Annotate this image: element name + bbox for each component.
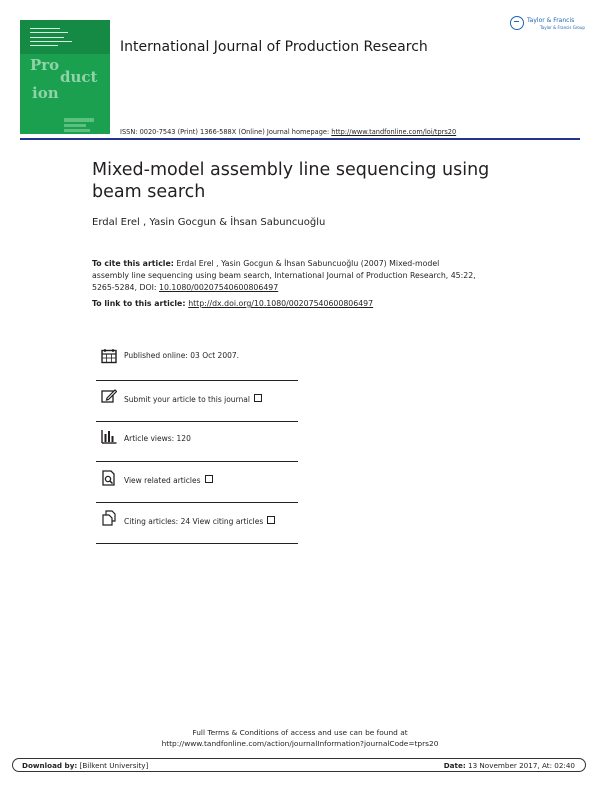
downloaded-by-value: [Bilkent University] (77, 761, 149, 770)
issn-text: ISSN: 0020-7543 (Print) 1366-588X (Online) Journal homepage: (120, 128, 332, 136)
article-title-line-2: beam search (92, 182, 206, 202)
article-link[interactable]: http://dx.doi.org/10.1080/00207540600806497 (188, 299, 374, 308)
external-link-icon (254, 394, 262, 402)
citing-documents-icon (101, 510, 117, 526)
citing-row[interactable] (96, 505, 298, 545)
cite-text-3: 5265-5284, DOI: (92, 283, 160, 292)
row-divider (96, 461, 298, 462)
row-divider (96, 543, 298, 544)
citing-articles-label: Citing articles: 24 View citing articles (124, 517, 264, 526)
published-row (96, 342, 298, 382)
published-date: Published online: 03 Oct 2007. (124, 351, 240, 360)
external-link-icon (205, 475, 213, 483)
article-title-line-1: Mixed-model assembly line sequencing using (92, 160, 490, 180)
related-articles-label: View related articles (124, 476, 201, 485)
cover-lettering-2: duct (60, 68, 98, 86)
submit-row[interactable] (96, 383, 298, 423)
cite-text-1: Erdal Erel , Yasin Gocgun & İhsan Sabuncuoğlu (2007) Mixed-model (173, 259, 440, 268)
row-divider (96, 421, 298, 422)
issn-line (120, 128, 456, 136)
publisher-logo (510, 16, 585, 34)
citation-block (92, 258, 492, 294)
authors: Erdal Erel , Yasin Gocgun & İhsan Sabuncuoğlu (92, 217, 326, 228)
row-divider (96, 502, 298, 503)
submit-article-link[interactable] (124, 394, 262, 404)
row-divider (96, 380, 298, 381)
external-link-icon (267, 516, 275, 524)
submit-article-label: Submit your article to this journal (124, 395, 250, 404)
downloaded-by (22, 761, 148, 770)
cite-label: To cite this article: (92, 259, 174, 268)
bar-chart-icon (101, 428, 117, 444)
journal-title[interactable]: International Journal of Production Research (120, 39, 428, 55)
journal-homepage-link[interactable]: http://www.tandfonline.com/loi/tprs20 (331, 128, 457, 136)
related-articles-link[interactable] (124, 475, 213, 485)
article-title (92, 159, 512, 203)
calendar-icon (101, 348, 117, 364)
publisher-logo-text: Taylor & Francis (527, 17, 575, 24)
publisher-logo-subtext: Taylor & Francis Group (540, 25, 585, 30)
download-date (444, 761, 575, 770)
link-line (92, 299, 373, 308)
header-divider (20, 138, 580, 140)
cover-lettering-1: Pro (30, 56, 60, 74)
journal-cover (20, 20, 110, 134)
related-row[interactable] (96, 464, 298, 504)
publisher-logo-icon (510, 16, 524, 30)
search-document-icon (101, 470, 117, 486)
cite-text-2: assembly line sequencing using beam search, International Journal of Production Research, 45:22, (92, 271, 476, 280)
cover-lettering-3: ion (32, 84, 59, 102)
download-date-value: 13 November 2017, At: 02:40 (465, 761, 575, 770)
edit-icon (101, 388, 117, 404)
article-views: Article views: 120 (124, 434, 191, 443)
downloaded-by-label: Download by: (22, 761, 78, 770)
terms-link[interactable]: http://www.tandfonline.com/action/journalInformation?journalCode=tprs20 (161, 739, 439, 748)
link-label: To link to this article: (92, 299, 189, 308)
views-row (96, 424, 298, 464)
download-info-bar (12, 758, 586, 772)
citing-articles-link[interactable] (124, 516, 275, 526)
terms-line-1: Full Terms & Conditions of access and use can be found at (192, 728, 408, 737)
download-date-label: Date: (443, 761, 466, 770)
doi-link[interactable]: 10.1080/00207540600806497 (159, 283, 279, 292)
